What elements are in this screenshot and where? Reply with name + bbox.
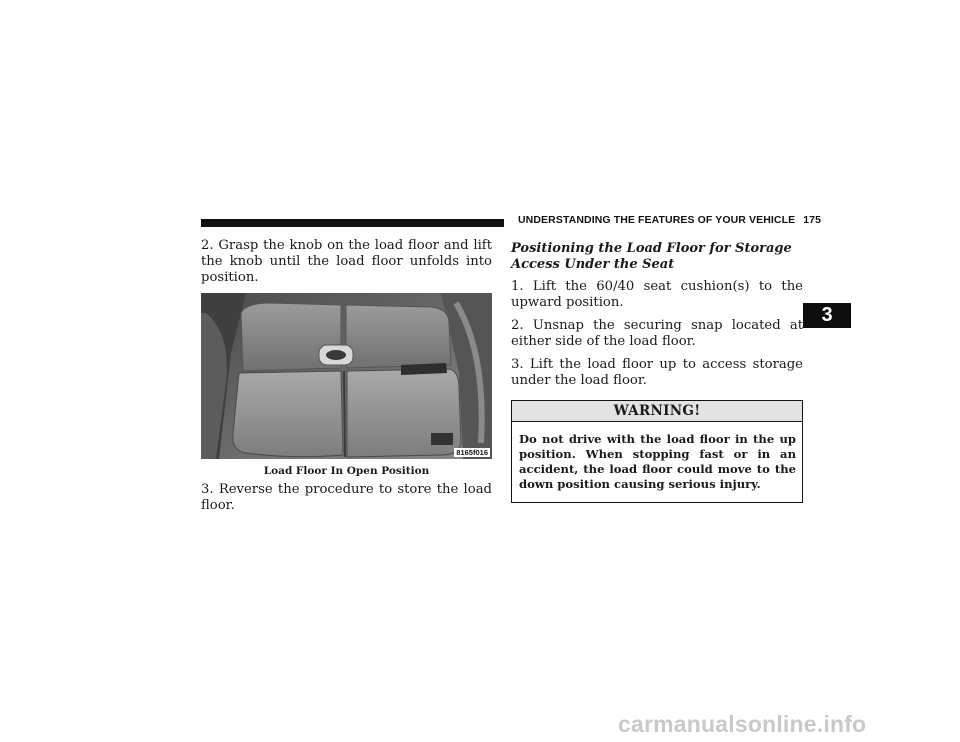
figure-caption: Load Floor In Open Position [263,465,430,477]
section-title: UNDERSTANDING THE FEATURES OF YOUR VEHICLE [518,214,796,226]
step-2-text: 2. Grasp the knob on the load floor and lift the knob until the load floor unfolds into position. [201,238,492,285]
storage-step-3: 3. Lift the load floor up to access storage under the load floor. [511,357,803,388]
section-subheading: Positioning the Load Floor for Storage Access Under the Seat [511,241,792,272]
watermark: carmanualsonline.info [618,711,867,737]
page-number: 175 [803,214,822,226]
left-column [201,238,492,514]
storage-step-2: 2. Unsnap the securing snap located at either side of the load floor. [511,318,803,349]
warning-title: WARNING! [512,401,802,422]
warning-body: Do not drive with the load floor in the up position. When stopping fast or in an accident, the load floor could move to the down position causing serious injury. [519,432,796,491]
chapter-tab: 3 [803,303,851,328]
step-3-text: 3. Reverse the procedure to store the load floor. [201,482,492,513]
storage-step-1: 1. Lift the 60/40 seat cushion(s) to the upward position. [511,279,803,310]
running-header [518,214,820,226]
warning-box [511,400,803,503]
right-column [511,241,803,503]
header-rule [201,219,504,227]
figure-code: 8165f016 [456,448,488,457]
load-floor-illustration [201,293,492,459]
load-floor-photo [201,293,492,459]
